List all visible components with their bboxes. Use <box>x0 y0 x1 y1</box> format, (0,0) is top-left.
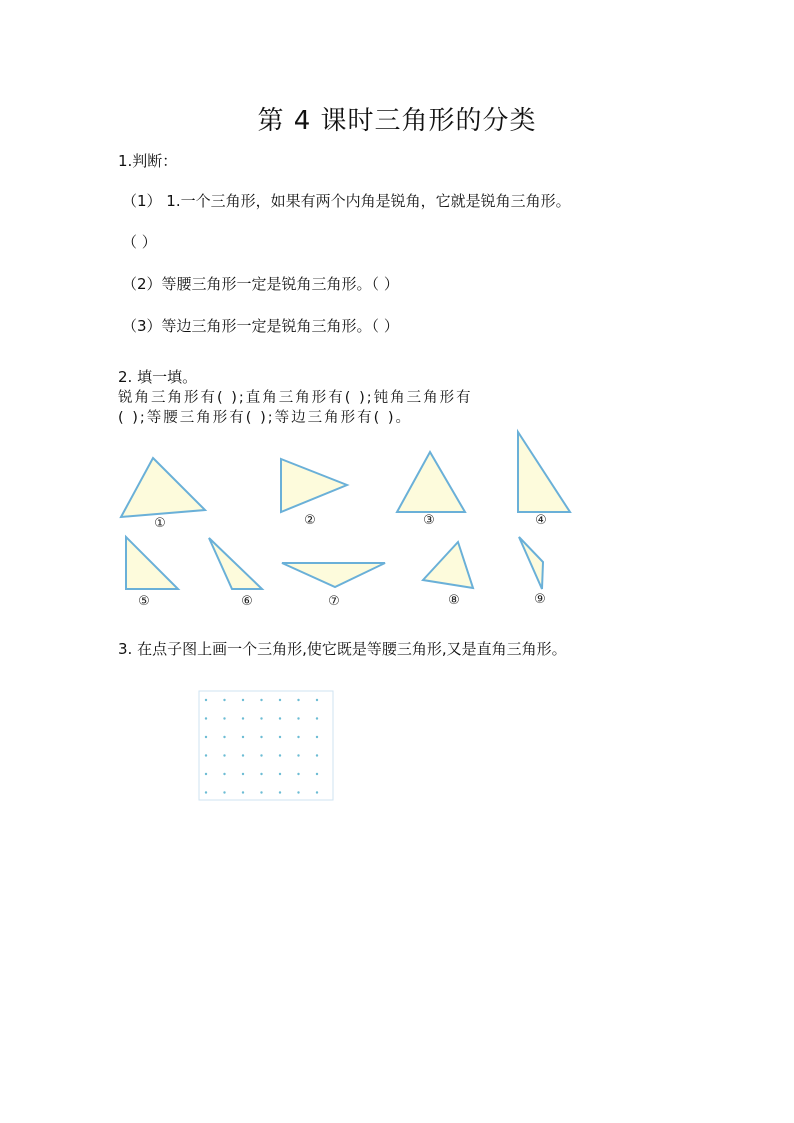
grid-dot[interactable] <box>242 791 244 793</box>
triangle-7 <box>282 563 385 587</box>
grid-dot[interactable] <box>297 773 299 775</box>
triangle-label-6: ⑥ <box>241 594 253 609</box>
triangle-8 <box>423 542 473 588</box>
grid-dot[interactable] <box>205 736 207 738</box>
grid-dot[interactable] <box>279 736 281 738</box>
dot-grid-frame[interactable] <box>199 691 333 800</box>
grid-dot[interactable] <box>223 699 225 701</box>
grid-dot[interactable] <box>205 773 207 775</box>
grid-dot[interactable] <box>223 791 225 793</box>
grid-dot[interactable] <box>223 754 225 756</box>
triangle-label-2: ② <box>304 513 316 528</box>
triangle-label-3: ③ <box>423 513 435 528</box>
grid-dot[interactable] <box>316 717 318 719</box>
grid-dot[interactable] <box>297 736 299 738</box>
triangle-1 <box>121 458 205 517</box>
grid-dot[interactable] <box>242 736 244 738</box>
triangle-5 <box>126 537 178 589</box>
grid-dot[interactable] <box>260 754 262 756</box>
question-1-item-1-answer-paren: （ ） <box>122 233 157 251</box>
triangle-label-5: ⑤ <box>138 594 150 609</box>
grid-dot[interactable] <box>279 791 281 793</box>
grid-dot[interactable] <box>242 754 244 756</box>
grid-dot[interactable] <box>297 699 299 701</box>
grid-dot[interactable] <box>205 754 207 756</box>
grid-dot[interactable] <box>297 791 299 793</box>
grid-dot[interactable] <box>316 754 318 756</box>
question-1-item-1: （1） 1.一个三角形，如果有两个内角是锐角，它就是锐角三角形。 <box>122 192 571 210</box>
grid-dot[interactable] <box>242 699 244 701</box>
question-2-line-1: 锐角三角形有( );直角三角形有( );钝角三角形有 <box>118 390 473 406</box>
triangle-9 <box>519 537 543 589</box>
triangle-6 <box>209 538 262 589</box>
grid-dot[interactable] <box>279 717 281 719</box>
triangle-label-7: ⑦ <box>328 594 340 609</box>
triangle-label-1: ① <box>154 516 166 531</box>
grid-dot[interactable] <box>316 791 318 793</box>
grid-dot[interactable] <box>260 699 262 701</box>
grid-dot[interactable] <box>260 736 262 738</box>
triangle-3 <box>397 452 465 512</box>
grid-dot[interactable] <box>316 736 318 738</box>
triangle-label-4: ④ <box>535 513 547 528</box>
triangle-4 <box>518 432 570 512</box>
grid-dot[interactable] <box>223 736 225 738</box>
dot-grid[interactable] <box>205 699 318 794</box>
question-2-line-2: ( );等腰三角形有( );等边三角形有( )。 <box>118 410 413 426</box>
triangle-label-9: ⑨ <box>534 592 546 607</box>
grid-dot[interactable] <box>279 773 281 775</box>
page-title: 第 4 课时三角形的分类 <box>257 106 537 136</box>
grid-dot[interactable] <box>223 773 225 775</box>
triangle-2 <box>281 459 347 512</box>
question-1-item-2: （2）等腰三角形一定是锐角三角形。（ ） <box>122 275 399 293</box>
grid-dot[interactable] <box>205 717 207 719</box>
question-3-heading: 3. 在点子图上画一个三角形,使它既是等腰三角形,又是直角三角形。 <box>118 640 567 658</box>
grid-dot[interactable] <box>223 717 225 719</box>
grid-dot[interactable] <box>260 791 262 793</box>
triangle-label-8: ⑧ <box>448 593 460 608</box>
question-1-item-3: （3）等边三角形一定是锐角三角形。（ ） <box>122 317 399 335</box>
grid-dot[interactable] <box>297 717 299 719</box>
grid-dot[interactable] <box>316 699 318 701</box>
grid-dot[interactable] <box>242 773 244 775</box>
grid-dot[interactable] <box>260 773 262 775</box>
grid-dot[interactable] <box>316 773 318 775</box>
grid-dot[interactable] <box>205 699 207 701</box>
grid-dot[interactable] <box>297 754 299 756</box>
question-2-heading: 2. 填一填。 <box>118 368 198 386</box>
grid-dot[interactable] <box>279 699 281 701</box>
grid-dot[interactable] <box>205 791 207 793</box>
grid-dot[interactable] <box>279 754 281 756</box>
question-1-heading: 1.判断： <box>118 152 178 170</box>
grid-dot[interactable] <box>260 717 262 719</box>
grid-dot[interactable] <box>242 717 244 719</box>
